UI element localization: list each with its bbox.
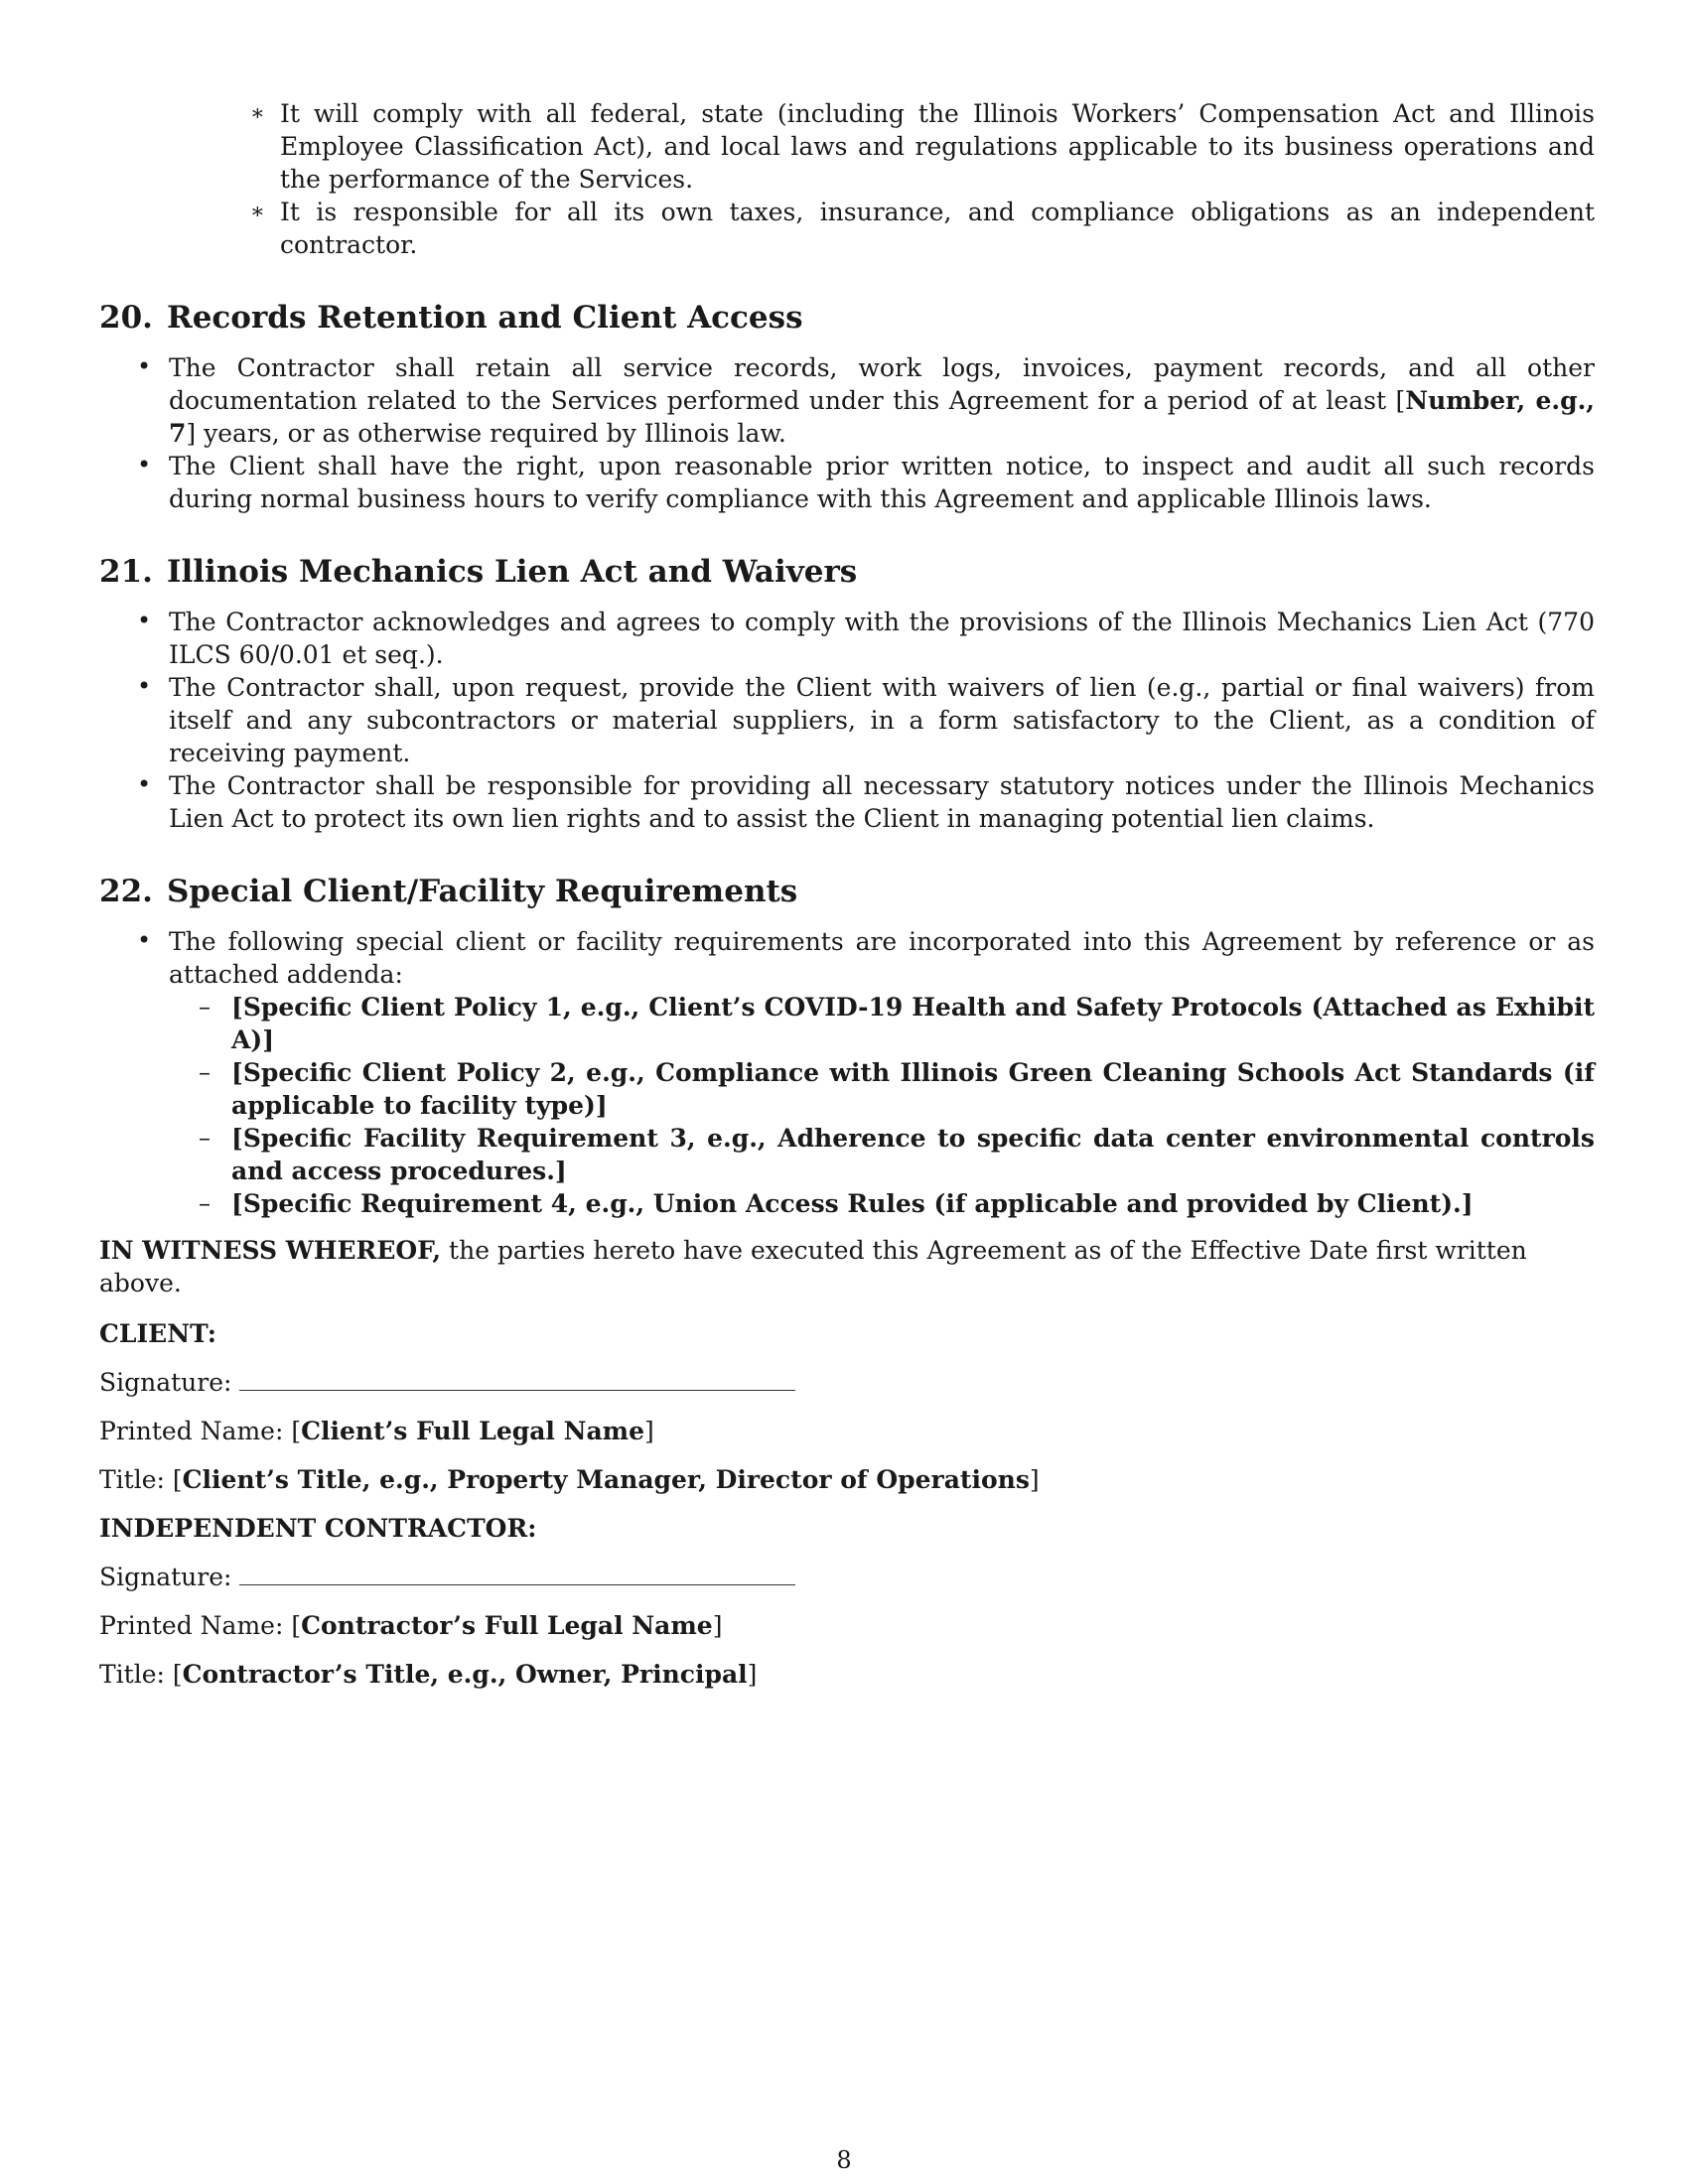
contractor-printed-name: Printed Name: [Contractor’s Full Legal Name] <box>99 1611 723 1640</box>
section-20-list <box>135 351 1595 515</box>
intro-list <box>246 97 1595 261</box>
contractor-heading: INDEPENDENT CONTRACTOR: <box>99 1514 537 1543</box>
list-item: • The Contractor shall retain all service records, work logs, invoices, payment records, and all other documentation related to the Services performed under this Agreement for a period of at least [Number, e.g., 7] years, or as otherwise required by Illinois law. <box>137 352 1595 448</box>
client-heading: CLIENT: <box>99 1319 217 1348</box>
list-item: • The Contractor acknowledges and agrees to comply with the provisions of the Illinois Mechanics Lien Act (770 ILCS 60/0.01 et seq.). <box>137 607 1595 669</box>
asterisk-bullet-icon: ∗ <box>250 101 265 126</box>
list-item: • The Contractor shall be responsible for providing all necessary statutory notices under the Illinois Mechanics Lien Act to protect its own lien rights and to assist the Client in managing potential lien claims. <box>137 770 1595 833</box>
client-signature-block <box>99 1317 1595 1496</box>
section-22-list <box>135 925 1595 1220</box>
client-signature-line: Signature: <box>99 1366 1595 1399</box>
list-item: ∗ It is responsible for all its own taxes, insurance, and compliance obligations as an independent contractor. <box>250 198 1595 259</box>
bullet-icon: • <box>137 451 152 478</box>
dash-bullet-icon: – <box>199 1058 211 1086</box>
bullet-icon: • <box>137 672 152 700</box>
section-21-list <box>135 606 1595 835</box>
sublist-item: – [Specific Requirement 4, e.g., Union Access Rules (if applicable and provided by Client).] <box>199 1189 1474 1218</box>
bullet-icon: • <box>137 352 152 380</box>
list-item: • The Contractor shall, upon request, provide the Client with waivers of lien (e.g., partial or final waivers) from itself and any subcontractors or material suppliers, in a form satisfactory to the Client, as a condition of receiving payment. <box>137 672 1595 767</box>
contractor-signature-block <box>99 1512 1595 1691</box>
list-item: • The following special client or facility requirements are incorporated into this Agreement by reference or as attached addenda: – [Specific Client Policy 1, e.g., Client’s COVID-19 Health and Safety Protocols (Attached as Exhibit A)] – [Specific Client Policy 2, e.g., Compliance with Illinois Green Cleaning Schools Act Standards (if applicable to facility type)] – [Specific Facility Requirement 3, e.g., Adherence to specific data center environmental controls and access procedures.] – [Specific Requirement 4, e.g., Union Access Rules (if applicable and provided by Client).] <box>137 926 1595 1218</box>
sublist-item: – [Specific Client Policy 1, e.g., Client’s COVID-19 Health and Safety Protocols (Attached as Exhibit A)] <box>199 993 1595 1054</box>
bullet-icon: • <box>137 607 152 634</box>
signature-field[interactable] <box>239 1366 795 1391</box>
bullet-icon: • <box>137 770 152 798</box>
sublist-item: – [Specific Client Policy 2, e.g., Compliance with Illinois Green Cleaning Schools Act Standards (if applicable to facility type)] <box>199 1058 1595 1120</box>
dash-bullet-icon: – <box>199 1189 211 1217</box>
witness-clause: IN WITNESS WHEREOF, the parties hereto have executed this Agreement as of the Effective Date first written above. <box>99 1236 1527 1297</box>
section-21-heading: 21. Illinois Mechanics Lien Act and Waivers <box>99 554 858 590</box>
bullet-icon: • <box>137 926 152 954</box>
contractor-signature-line: Signature: <box>99 1561 1595 1593</box>
document-page <box>99 97 1595 1706</box>
page-number: 8 <box>836 2146 852 2174</box>
section-20-heading: 20. Records Retention and Client Access <box>99 300 803 336</box>
client-printed-name: Printed Name: [Client’s Full Legal Name] <box>99 1417 654 1445</box>
requirements-sublist <box>199 991 1595 1220</box>
contractor-title: Title: [Contractor’s Title, e.g., Owner, Principal] <box>99 1660 758 1689</box>
dash-bullet-icon: – <box>199 993 211 1021</box>
section-22-heading: 22. Special Client/Facility Requirements <box>99 874 798 909</box>
list-item: ∗ It will comply with all federal, state (including the Illinois Workers’ Compensation Act and Illinois Employee Classification Act), and local laws and regulations applicable to its business operations and the performance of the Services. <box>250 99 1595 194</box>
client-title: Title: [Client’s Title, e.g., Property Manager, Director of Operations] <box>99 1465 1040 1494</box>
list-item: • The Client shall have the right, upon reasonable prior written notice, to inspect and audit all such records during normal business hours to verify compliance with this Agreement and applicable Illinois laws. <box>137 451 1595 513</box>
sublist-item: – [Specific Facility Requirement 3, e.g., Adherence to specific data center environmental controls and access procedures.] <box>199 1124 1595 1185</box>
signature-field[interactable] <box>239 1561 795 1585</box>
asterisk-bullet-icon: ∗ <box>250 200 265 224</box>
dash-bullet-icon: – <box>199 1124 211 1152</box>
